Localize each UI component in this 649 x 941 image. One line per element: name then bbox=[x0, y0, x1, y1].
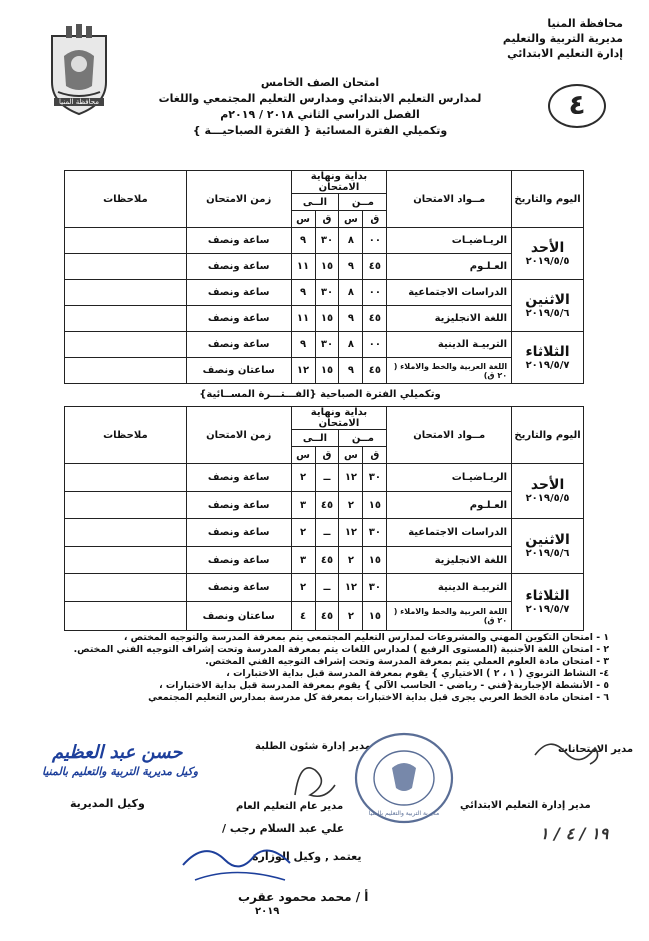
table-row bbox=[65, 464, 584, 492]
title-line-1: امتحان الصف الخامس bbox=[260, 76, 380, 89]
notes-cell bbox=[65, 492, 187, 519]
duration: ساعتان ونصف bbox=[186, 358, 291, 384]
day-name: الأحد bbox=[530, 239, 565, 256]
header-start-end: بداية ونهاية الامتحان bbox=[291, 171, 387, 194]
header-to-q: ق bbox=[315, 211, 339, 228]
governorate-logo bbox=[44, 22, 114, 118]
evening-schedule-table bbox=[64, 406, 584, 631]
from-s: ٢ bbox=[339, 492, 363, 519]
table-row bbox=[65, 519, 584, 547]
from-s: ١٢ bbox=[339, 574, 363, 602]
subject: اللغة الانجليزية bbox=[387, 547, 512, 574]
day-name: الثلاثاء bbox=[525, 343, 570, 360]
header-to-s: س bbox=[291, 211, 315, 228]
table-row bbox=[65, 254, 584, 280]
duration: ساعة ونصف bbox=[186, 464, 291, 492]
sig-deputy-directorate: وكيل المديرية bbox=[70, 797, 145, 810]
from-q: ٣٠ bbox=[363, 519, 387, 547]
to-q: ٣٠ bbox=[315, 228, 339, 254]
from-s: ١٢ bbox=[339, 464, 363, 492]
header-to-q: ق bbox=[315, 447, 339, 464]
administration: إدارة التعليم الابتدائي bbox=[507, 47, 623, 60]
day-date: ٢٠١٩/٥/٥ bbox=[525, 255, 570, 267]
notes-cell bbox=[65, 574, 187, 602]
from-s: ٢ bbox=[339, 602, 363, 631]
subject: اللغة الانجليزية bbox=[387, 306, 512, 332]
duration: ساعة ونصف bbox=[186, 254, 291, 280]
table-row bbox=[65, 547, 584, 574]
to-q: ٣٠ bbox=[315, 280, 339, 306]
duration: ساعة ونصف bbox=[186, 492, 291, 519]
header-to: الــى bbox=[291, 430, 339, 447]
title-line-4: { الفترة الصباحيـــة } وتكميلي الفترة المسائية bbox=[192, 124, 448, 137]
note-item: ٥ - الأنشطة الإجبارية{فني - رياضي - الحاسب الآلي } يقوم بمعرفة المدرسة قبل بداية الاختبارات ، bbox=[159, 680, 609, 691]
day-date: ٢٠١٩/٥/٧ bbox=[525, 604, 570, 615]
header-subjects: مــواد الامتحان bbox=[387, 407, 512, 464]
to-s: ٣ bbox=[291, 547, 315, 574]
notes-list bbox=[9, 632, 609, 704]
subject: اللغة العربية والخط والاملاء ( ٢٠ ق) bbox=[387, 602, 512, 631]
header-from: مــن bbox=[339, 430, 387, 447]
to-s: ٩ bbox=[291, 280, 315, 306]
notes-cell bbox=[65, 602, 187, 631]
sig-minister-deputy-name: أ / محمد محمود عقرب bbox=[238, 890, 369, 904]
to-s: ٢ bbox=[291, 519, 315, 547]
subject: العـلـوم bbox=[387, 492, 512, 519]
table-row bbox=[65, 228, 584, 254]
to-s: ٤ bbox=[291, 602, 315, 631]
to-q: ــ bbox=[315, 574, 339, 602]
sig-general-director: مدير عام التعليم العام bbox=[236, 801, 344, 812]
header-day-date: اليوم والتاريخ bbox=[512, 171, 584, 228]
from-q: ٠٠ bbox=[363, 228, 387, 254]
notes-cell bbox=[65, 280, 187, 306]
page-number: ٤ bbox=[568, 88, 586, 121]
subject: الدراسات الاجتماعية bbox=[387, 519, 512, 547]
header-to: الــى bbox=[291, 194, 339, 211]
duration: ساعة ونصف bbox=[186, 306, 291, 332]
table-row bbox=[65, 574, 584, 602]
from-q: ٤٥ bbox=[363, 254, 387, 280]
duration: ساعة ونصف bbox=[186, 547, 291, 574]
notes-cell bbox=[65, 547, 187, 574]
subject: الريـاضيـات bbox=[387, 228, 512, 254]
handwritten-stamp-name: حسن عبد العظيم bbox=[52, 742, 183, 763]
from-q: ١٥ bbox=[363, 602, 387, 631]
to-q: ١٥ bbox=[315, 358, 339, 384]
sig-exams-director: مدير الامتحانات bbox=[558, 744, 634, 755]
day-cell bbox=[512, 280, 584, 332]
table-row bbox=[65, 332, 584, 358]
notes-cell bbox=[65, 358, 187, 384]
from-s: ٩ bbox=[339, 306, 363, 332]
from-s: ٢ bbox=[339, 547, 363, 574]
notes-cell bbox=[65, 306, 187, 332]
directorate: مديرية التربية والتعليم bbox=[502, 32, 623, 45]
day-cell bbox=[512, 574, 584, 631]
subject: العـلـوم bbox=[387, 254, 512, 280]
table-row bbox=[65, 358, 584, 384]
day-name: الثلاثاء bbox=[525, 588, 570, 604]
from-s: ٩ bbox=[339, 254, 363, 280]
header-subjects: مــواد الامتحان bbox=[387, 171, 512, 228]
to-q: ٣٠ bbox=[315, 332, 339, 358]
day-date: ٢٠١٩/٥/٦ bbox=[525, 307, 570, 319]
subject: التربيـة الدينية bbox=[387, 574, 512, 602]
to-s: ٣ bbox=[291, 492, 315, 519]
duration: ساعة ونصف bbox=[186, 574, 291, 602]
notes-cell bbox=[65, 519, 187, 547]
to-s: ٢ bbox=[291, 464, 315, 492]
sig-general-director-name: / علي عبد السلام رجب bbox=[222, 822, 345, 835]
duration: ساعتان ونصف bbox=[186, 602, 291, 631]
header-start-end: بداية ونهاية الامتحان bbox=[291, 407, 387, 430]
signature-scribble-2 bbox=[285, 755, 345, 805]
to-q: ــ bbox=[315, 519, 339, 547]
to-s: ٩ bbox=[291, 228, 315, 254]
to-q: ١٥ bbox=[315, 254, 339, 280]
handwritten-date-note: ١٩ / ٤ / ١ bbox=[540, 824, 609, 843]
notes-cell bbox=[65, 332, 187, 358]
from-s: ٩ bbox=[339, 358, 363, 384]
sig-year: ٢٠١٩ bbox=[255, 906, 280, 917]
title-line-3: الفصل الدراسي الثاني ٢٠١٨ / ٢٠١٩م bbox=[220, 108, 420, 121]
notes-cell bbox=[65, 464, 187, 492]
note-item: ٣ - امتحان مادة العلوم العملي يتم بمعرفة المدرسة وتحت إشراف التوجيه الفني المختص. bbox=[205, 656, 609, 667]
org-header bbox=[503, 16, 623, 61]
from-s: ٨ bbox=[339, 332, 363, 358]
header-day-date: اليوم والتاريخ bbox=[512, 407, 584, 464]
signature-scribble-3 bbox=[175, 835, 305, 890]
from-q: ٤٥ bbox=[363, 306, 387, 332]
section2-title: {الفـــتـــرة المســائية} وتكميلي الفترة الصباحية bbox=[199, 389, 441, 400]
duration: ساعة ونصف bbox=[186, 228, 291, 254]
sig-primary-director: مدير إدارة التعليم الابتدائي bbox=[460, 800, 591, 811]
day-name: الاثنين bbox=[525, 291, 570, 308]
subject: الريـاضيـات bbox=[387, 464, 512, 492]
from-q: ٣٠ bbox=[363, 464, 387, 492]
to-q: ٤٥ bbox=[315, 547, 339, 574]
from-q: ٠٠ bbox=[363, 280, 387, 306]
from-s: ١٢ bbox=[339, 519, 363, 547]
from-q: ٠٠ bbox=[363, 332, 387, 358]
header-notes: ملاحظات bbox=[65, 171, 187, 228]
to-q: ١٥ bbox=[315, 306, 339, 332]
from-q: ٤٥ bbox=[363, 358, 387, 384]
header-from-q: ق bbox=[363, 447, 387, 464]
header-notes: ملاحظات bbox=[65, 407, 187, 464]
header-from-q: ق bbox=[363, 211, 387, 228]
to-s: ١٢ bbox=[291, 358, 315, 384]
notes-cell bbox=[65, 228, 187, 254]
signature-scribble-1 bbox=[530, 730, 610, 770]
table-row bbox=[65, 602, 584, 631]
to-s: ١١ bbox=[291, 306, 315, 332]
from-s: ٨ bbox=[339, 228, 363, 254]
day-cell bbox=[512, 332, 584, 384]
from-q: ٣٠ bbox=[363, 574, 387, 602]
to-q: ٤٥ bbox=[315, 492, 339, 519]
from-s: ٨ bbox=[339, 280, 363, 306]
page-number-circle bbox=[548, 84, 606, 128]
day-name: الأحد bbox=[530, 477, 565, 493]
to-s: ٢ bbox=[291, 574, 315, 602]
morning-schedule-table bbox=[64, 170, 584, 384]
sig-student-affairs: مدير إدارة شئون الطلبة bbox=[255, 741, 371, 752]
header-to-s: س bbox=[291, 447, 315, 464]
subject: الدراسات الاجتماعية bbox=[387, 280, 512, 306]
sig-approval: يعتمد , وكيل الوزارة bbox=[252, 850, 362, 863]
header-duration: زمن الامتحان bbox=[186, 171, 291, 228]
note-item: ٦ - امتحان مادة الخط العربي يجرى قبل بداية الاختبارات بمعرفة كل مدرسة بمدارس التعليم المجتمعي bbox=[148, 692, 609, 703]
subject: التربيـة الدينية bbox=[387, 332, 512, 358]
header-from-s: س bbox=[339, 211, 363, 228]
subject: اللغة العربية والخط والاملاء ( ٢٠ ق) bbox=[387, 358, 512, 384]
header-from-s: س bbox=[339, 447, 363, 464]
day-name: الاثنين bbox=[525, 532, 570, 548]
day-cell bbox=[512, 464, 584, 519]
day-date: ٢٠١٩/٥/٧ bbox=[525, 359, 570, 371]
note-item: ٢ - امتحان اللغة الأجنبية (المستوى الرفيع ) لمدارس اللغات يتم بمعرفة المدرسة وتحت إشراف التوجيه الفني المختص. bbox=[73, 644, 609, 655]
handwritten-stamp-title: وكيل مديرية التربية والتعليم بالمنيا bbox=[42, 765, 199, 778]
day-cell bbox=[512, 519, 584, 574]
header-duration: زمن الامتحان bbox=[186, 407, 291, 464]
table-row bbox=[65, 492, 584, 519]
day-date: ٢٠١٩/٥/٦ bbox=[525, 548, 570, 559]
from-q: ١٥ bbox=[363, 547, 387, 574]
from-q: ١٥ bbox=[363, 492, 387, 519]
notes-cell bbox=[65, 254, 187, 280]
day-date: ٢٠١٩/٥/٥ bbox=[525, 493, 570, 504]
to-q: ــ bbox=[315, 464, 339, 492]
table-row bbox=[65, 306, 584, 332]
table-row bbox=[65, 280, 584, 306]
note-item: ١ - امتحان التكوين المهني والمشروعات لمدارس التعليم المجتمعي يتم بمعرفة المدرسة والتوجيه المختص ، bbox=[123, 632, 609, 643]
to-s: ١١ bbox=[291, 254, 315, 280]
note-item: ٤- النشاط التربوي ( ١ ، ٢ ) الاختياري } يقوم بمعرفة المدرسة قبل بداية الاختبارات ، bbox=[226, 668, 609, 679]
title-line-2: لمدارس التعليم الابتدائي ومدارس التعليم المجتمعي واللغات bbox=[158, 92, 482, 105]
duration: ساعة ونصف bbox=[186, 519, 291, 547]
day-cell bbox=[512, 228, 584, 280]
logo-caption: محافظة المنيا bbox=[54, 98, 104, 106]
to-s: ٩ bbox=[291, 332, 315, 358]
stamp-text: مديرية التربية والتعليم بالمنيا bbox=[368, 810, 440, 817]
duration: ساعة ونصف bbox=[186, 332, 291, 358]
duration: ساعة ونصف bbox=[186, 280, 291, 306]
official-stamp bbox=[352, 730, 456, 826]
to-q: ٤٥ bbox=[315, 602, 339, 631]
header-from: مــن bbox=[339, 194, 387, 211]
governorate: محافظة المنيا bbox=[547, 17, 623, 30]
